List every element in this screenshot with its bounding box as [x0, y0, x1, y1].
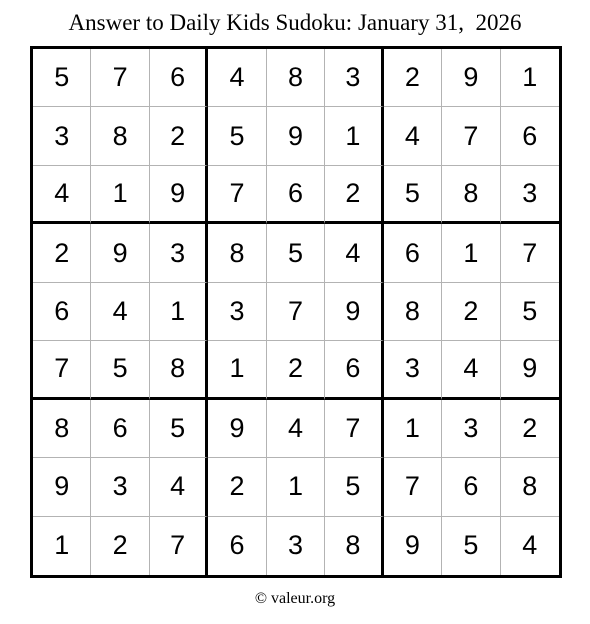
sudoku-cell-r1-c2: 7	[91, 49, 149, 107]
sudoku-cell-r3-c5: 6	[267, 166, 325, 224]
sudoku-cell-r9-c9: 4	[522, 530, 538, 561]
sudoku-cell-r8-c2: 3	[91, 458, 149, 516]
sudoku-cell-r1-c6: 3	[325, 49, 383, 107]
sudoku-cell-r3-c7: 5	[384, 166, 442, 224]
sudoku-cell-r3-c4: 7	[208, 166, 266, 224]
sudoku-cell-r4-c6: 4	[325, 224, 383, 282]
sudoku-cell-r8-c5: 1	[267, 458, 325, 516]
sudoku-cell-r4-c1: 2	[33, 224, 91, 282]
sudoku-cell-r2-c4: 5	[208, 107, 266, 165]
sudoku-cell-r6-c6: 6	[325, 341, 383, 399]
sudoku-cell-r2-c2: 8	[91, 107, 149, 165]
sudoku-cell-r6-c4: 1	[208, 341, 266, 399]
sudoku-cell-r2-c5: 9	[267, 107, 325, 165]
sudoku-cell-r8-c7: 7	[384, 458, 442, 516]
sudoku-cell-r5-c3: 1	[150, 283, 208, 341]
sudoku-cell-r5-c7: 8	[384, 283, 442, 341]
sudoku-cell-r2-c9: 6	[501, 107, 559, 165]
sudoku-cell-r6-c1: 7	[33, 341, 91, 399]
sudoku-cell-r1-c9: 1	[501, 49, 559, 107]
sudoku-cell-r2-c7: 4	[384, 107, 442, 165]
sudoku-cell-r3-c2: 1	[91, 166, 149, 224]
sudoku-cell-r5-c8: 2	[442, 283, 500, 341]
sudoku-cell-r5-c1: 6	[33, 283, 91, 341]
sudoku-cell-r5-c6: 9	[325, 283, 383, 341]
sudoku-cell-r7-c1: 8	[33, 400, 91, 458]
sudoku-cell-r8-c3: 4	[150, 458, 208, 516]
sudoku-cell-r4-c9: 7	[501, 224, 559, 282]
sudoku-cell-r8-c6: 5	[325, 458, 383, 516]
page-title: Answer to Daily Kids Sudoku: January 31, 2026	[68, 10, 522, 35]
sudoku-cell-r7-c6: 7	[325, 400, 383, 458]
sudoku-cell-r7-c8: 3	[442, 400, 500, 458]
sudoku-cell-r2-c8: 7	[442, 107, 500, 165]
sudoku-cell-r7-c2: 6	[91, 400, 149, 458]
sudoku-cell-r9-c1: 1	[33, 517, 91, 575]
sudoku-cell-r4-c7: 6	[384, 224, 442, 282]
sudoku-cell-r1-c8: 9	[442, 49, 500, 107]
sudoku-cell-r4-c3: 3	[150, 224, 208, 282]
sudoku-cell-r9-c2: 2	[91, 517, 149, 575]
sudoku-cell-r6-c8: 4	[442, 341, 500, 399]
sudoku-cell-r3-c8: 8	[442, 166, 500, 224]
sudoku-cell-r6-c2: 5	[91, 341, 149, 399]
copyright-footer: © valeur.org	[254, 590, 336, 607]
sudoku-cell-r9-c4: 6	[208, 517, 266, 575]
sudoku-cell-r5-c5: 7	[267, 283, 325, 341]
sudoku-cell-r9-c3: 7	[150, 517, 208, 575]
sudoku-cell-r7-c9: 2	[501, 400, 559, 458]
sudoku-cell-r6-c9: 9	[501, 341, 559, 399]
sudoku-cell-r1-c5: 8	[267, 49, 325, 107]
sudoku-cell-r2-c1: 3	[33, 107, 91, 165]
sudoku-cell-r2-c3: 2	[150, 107, 208, 165]
sudoku-cell-r9-c6: 8	[325, 517, 383, 575]
sudoku-cell-r1-c4: 4	[208, 49, 266, 107]
sudoku-cell-r3-c6: 2	[325, 166, 383, 224]
sudoku-cell-r7-c3: 5	[150, 400, 208, 458]
sudoku-cell-r1-c3: 6	[150, 49, 208, 107]
sudoku-cell-r7-c4: 9	[208, 400, 266, 458]
sudoku-cell-r6-c3: 8	[150, 341, 208, 399]
sudoku-cell-r7-c7: 1	[384, 400, 442, 458]
sudoku-board	[30, 46, 562, 578]
sudoku-cell-r3-c3: 9	[150, 166, 208, 224]
sudoku-cell-r5-c2: 4	[91, 283, 149, 341]
sudoku-cell-r5-c4: 3	[208, 283, 266, 341]
sudoku-cell-r5-c9: 5	[501, 283, 559, 341]
sudoku-cell-r7-c5: 4	[267, 400, 325, 458]
sudoku-cell-r9-c5: 3	[267, 517, 325, 575]
sudoku-cell-r3-c1: 4	[33, 166, 91, 224]
sudoku-cell-r6-c7: 3	[384, 341, 442, 399]
sudoku-cell-r8-c4: 2	[208, 458, 266, 516]
sudoku-cell-r1-c7: 2	[384, 49, 442, 107]
sudoku-cell-r4-c2: 9	[91, 224, 149, 282]
sudoku-cell-r4-c5: 5	[267, 224, 325, 282]
sudoku-cell-r8-c1: 9	[33, 458, 91, 516]
sudoku-cell-r4-c8: 1	[442, 224, 500, 282]
sudoku-cell-r4-c4: 8	[208, 224, 266, 282]
sudoku-cell-r8-c8: 6	[442, 458, 500, 516]
sudoku-cell-r8-c9: 8	[501, 458, 559, 516]
sudoku-cell-r1-c1: 5	[33, 49, 91, 107]
sudoku-cell-r3-c9: 3	[501, 166, 559, 224]
sudoku-cell-r6-c5: 2	[267, 341, 325, 399]
sudoku-cell-r2-c6: 1	[325, 107, 383, 165]
sudoku-cell-r9-c7: 9	[384, 517, 442, 575]
sudoku-cell-r9-c8: 5	[442, 517, 500, 575]
